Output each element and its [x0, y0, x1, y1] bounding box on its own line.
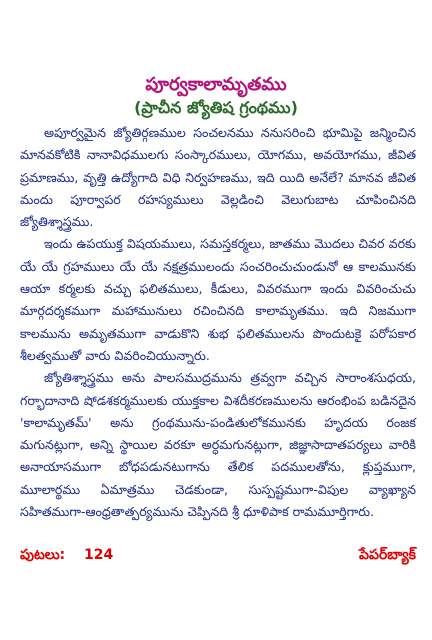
book-subtitle: (ప్రాచీన జ్యోతిష గ్రంథము): [134, 98, 298, 117]
description-paragraph-3: జ్యోతిశ్శాస్త్రము అను పాలసముద్రమును త్రవ్వగా వచ్చిన సారాంశసుధయ, గర్భాదానాది షోడశకర్మములకు యుక్తకాల విశదీకరణములను ఆరంభింప బడినదైన 'కాలామృతమ్' అను గ్రంథమును-పండితులోకమునకు హృదయ రంజక మగునట్లుగా, అన్ని స్థాయిల వరకూ అర్ధమగునట్లుగా, జిజ్ఞాసాదాతపర్యలు వారికి అనాయాసముగా బోధపడునటుగాను తేలిక పదములతోను, క్లుప్తముగా, మూలార్థము ఏమాత్రము చెడకుండా, సుస్పష్టముగా-విపుల వ్యాఖ్యాన సహితముగా-ఆంధ్రతాత్పర్యమును చెప్పినది శ్రీ ధూళిపాక రామమూర్తిగారు.: [20, 370, 416, 520]
description-paragraph-2: ఇందు ఉపయుక్త విషయములు, సమస్తకర్మలు, జాతము మొదలు చివర వరకు యే యే గ్రహములు యే యే నక్షత్రములందు సంచరించుచుండునో ఆ కాలమునకు ఆయా కర్మలకు వచ్చు ఫలితములు, కీడులు, వివరముగా ఇందు వివరించుచు మార్గదర్శకముగా మహామునులు రచించినది కాలామృతము. ఇది నిజముగా కాలమును అమృతముగా వాడుకొని శుభ ఫలితములను పొందుటకై పరోపకార శీలత్వముతో వారు వివరించియున్నారు.: [20, 236, 416, 363]
description-paragraph-1: అపూర్వమైన జ్యోతిర్గణముల సంచలనము ననుసరించి భూమిపై జన్మించిన మానవకోటికి నానావిధములగు సంస్కారములు, యోగము, అవయోగము, జీవిత ప్రమాణము, వృత్తి ఉద్యోగాది విధి నిర్వహణము, ఇది యిది అనేలే? మానవ జీవిత మందు పూర్వాపర రహస్యములు వెల్లడించి వెలుగుబాట చూపించినది జ్యోతిశ్శాస్త్రము.: [20, 125, 416, 230]
page-count: [20, 544, 113, 566]
page-count-value: 124: [84, 547, 114, 563]
binding-type: పేపర్‌బ్యాక్: [359, 547, 416, 563]
book-footer: [20, 544, 416, 566]
description-body: [20, 122, 416, 523]
page-count-label: పుటలు:: [20, 547, 66, 563]
book-title: పూర్వకాలామృతము: [145, 74, 287, 95]
